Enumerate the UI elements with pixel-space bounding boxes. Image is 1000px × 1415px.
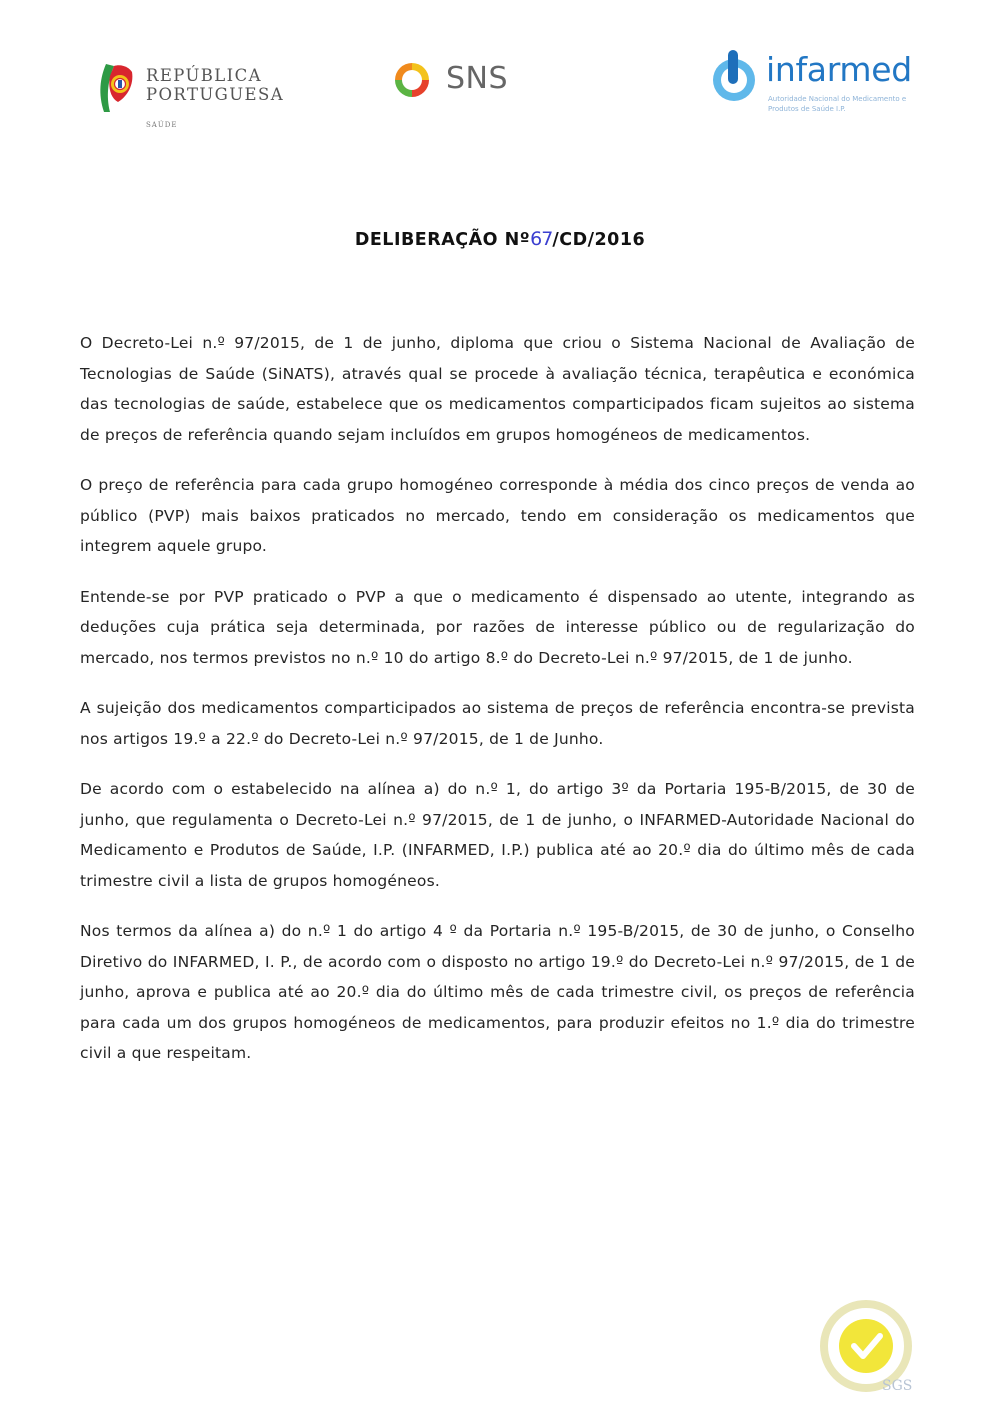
seal-label: SGS (882, 1378, 913, 1394)
republica-line1: REPÚBLICA (146, 66, 262, 85)
republica-portuguesa-wordmark (146, 66, 284, 104)
paragraph: De acordo com o estabelecido na alínea a) do n.º 1, do artigo 3º da Portaria 195-B/2015, de 30 de junho, que regulamenta o Decreto-Lei n.º 97/2015, de 1 de junho, o INFARMED-Autoridade Nacional do Medicamento e Produtos de Saúde, I.P. (INFARMED, I.P.) publica até ao 20.º dia do último mês de cada trimestre civil a lista de grupos homogéneos. (80, 780, 915, 890)
letterhead (0, 0, 1000, 150)
sns-wordmark: SNS (446, 61, 509, 96)
infarmed-drop-icon (710, 50, 760, 102)
infarmed-subtitle: Autoridade Nacional do Medicamento e Produtos de Saúde I.P. (768, 95, 907, 113)
paragraph: Nos termos da alínea a) do n.º 1 do artigo 4 º da Portaria n.º 195-B/2015, de 30 de junho, o Conselho Diretivo do INFARMED, I. P., de acordo com o disposto no artigo 19.º do Decreto-Lei n.º 97/2015, de 1 de junho, aprova e publica até ao 20.º dia do último mês de cada trimestre civil, os preços de referência para cada um dos grupos homogéneos de medicamentos, para produzir efeitos no 1.º dia do trimestre civil a que respeitam. (80, 922, 915, 1062)
republica-portuguesa-logo (96, 58, 296, 138)
handwritten-number: 67 (530, 228, 553, 250)
paragraph: O preço de referência para cada grupo homogéneo corresponde à média dos cinco preços de venda ao público (PVP) mais baixos praticados no mercado, tendo em consideração os medicamentos que integrem aquele grupo. (80, 476, 915, 555)
title-suffix: /CD/2016 (552, 230, 646, 250)
infarmed-wordmark: infarmed (766, 50, 912, 89)
infarmed-logo (710, 50, 920, 125)
sns-circle-icon (392, 60, 432, 100)
republica-sub: SAÚDE (146, 121, 178, 129)
portugal-emblem-icon (96, 58, 136, 116)
paragraph: O Decreto-Lei n.º 97/2015, de 1 de junho, diploma que criou o Sistema Nacional de Avaliação de Tecnologias de Saúde (SiNATS), através qual se procede à avaliação técnica, terapêutica e económica das tecnologias de saúde, estabelece que os medicamentos comparticipados ficam sujeitos ao sistema de preços de referência quando sejam incluídos em grupos homogéneos de medicamentos. (80, 334, 915, 444)
title-prefix: DELIBERAÇÃO Nº (354, 230, 531, 250)
republica-line2: PORTUGUESA (146, 85, 285, 104)
paragraph: Entende-se por PVP praticado o PVP a que o medicamento é dispensado ao utente, integrando as deduções cuja prática seja determinada, por razões de interesse público ou de regularização do mercado, nos termos previstos no n.º 10 do artigo 8.º do Decreto-Lei n.º 97/2015, de 1 de junho. (80, 587, 915, 667)
paragraph: A sujeição dos medicamentos comparticipados ao sistema de preços de referência encontra-se prevista nos artigos 19.º a 22.º do Decreto-Lei n.º 97/2015, de 1 de Junho. (80, 699, 915, 748)
sns-logo (392, 58, 592, 103)
document-body (80, 328, 915, 1089)
document-title (0, 228, 1000, 250)
certification-seal (818, 1300, 918, 1400)
